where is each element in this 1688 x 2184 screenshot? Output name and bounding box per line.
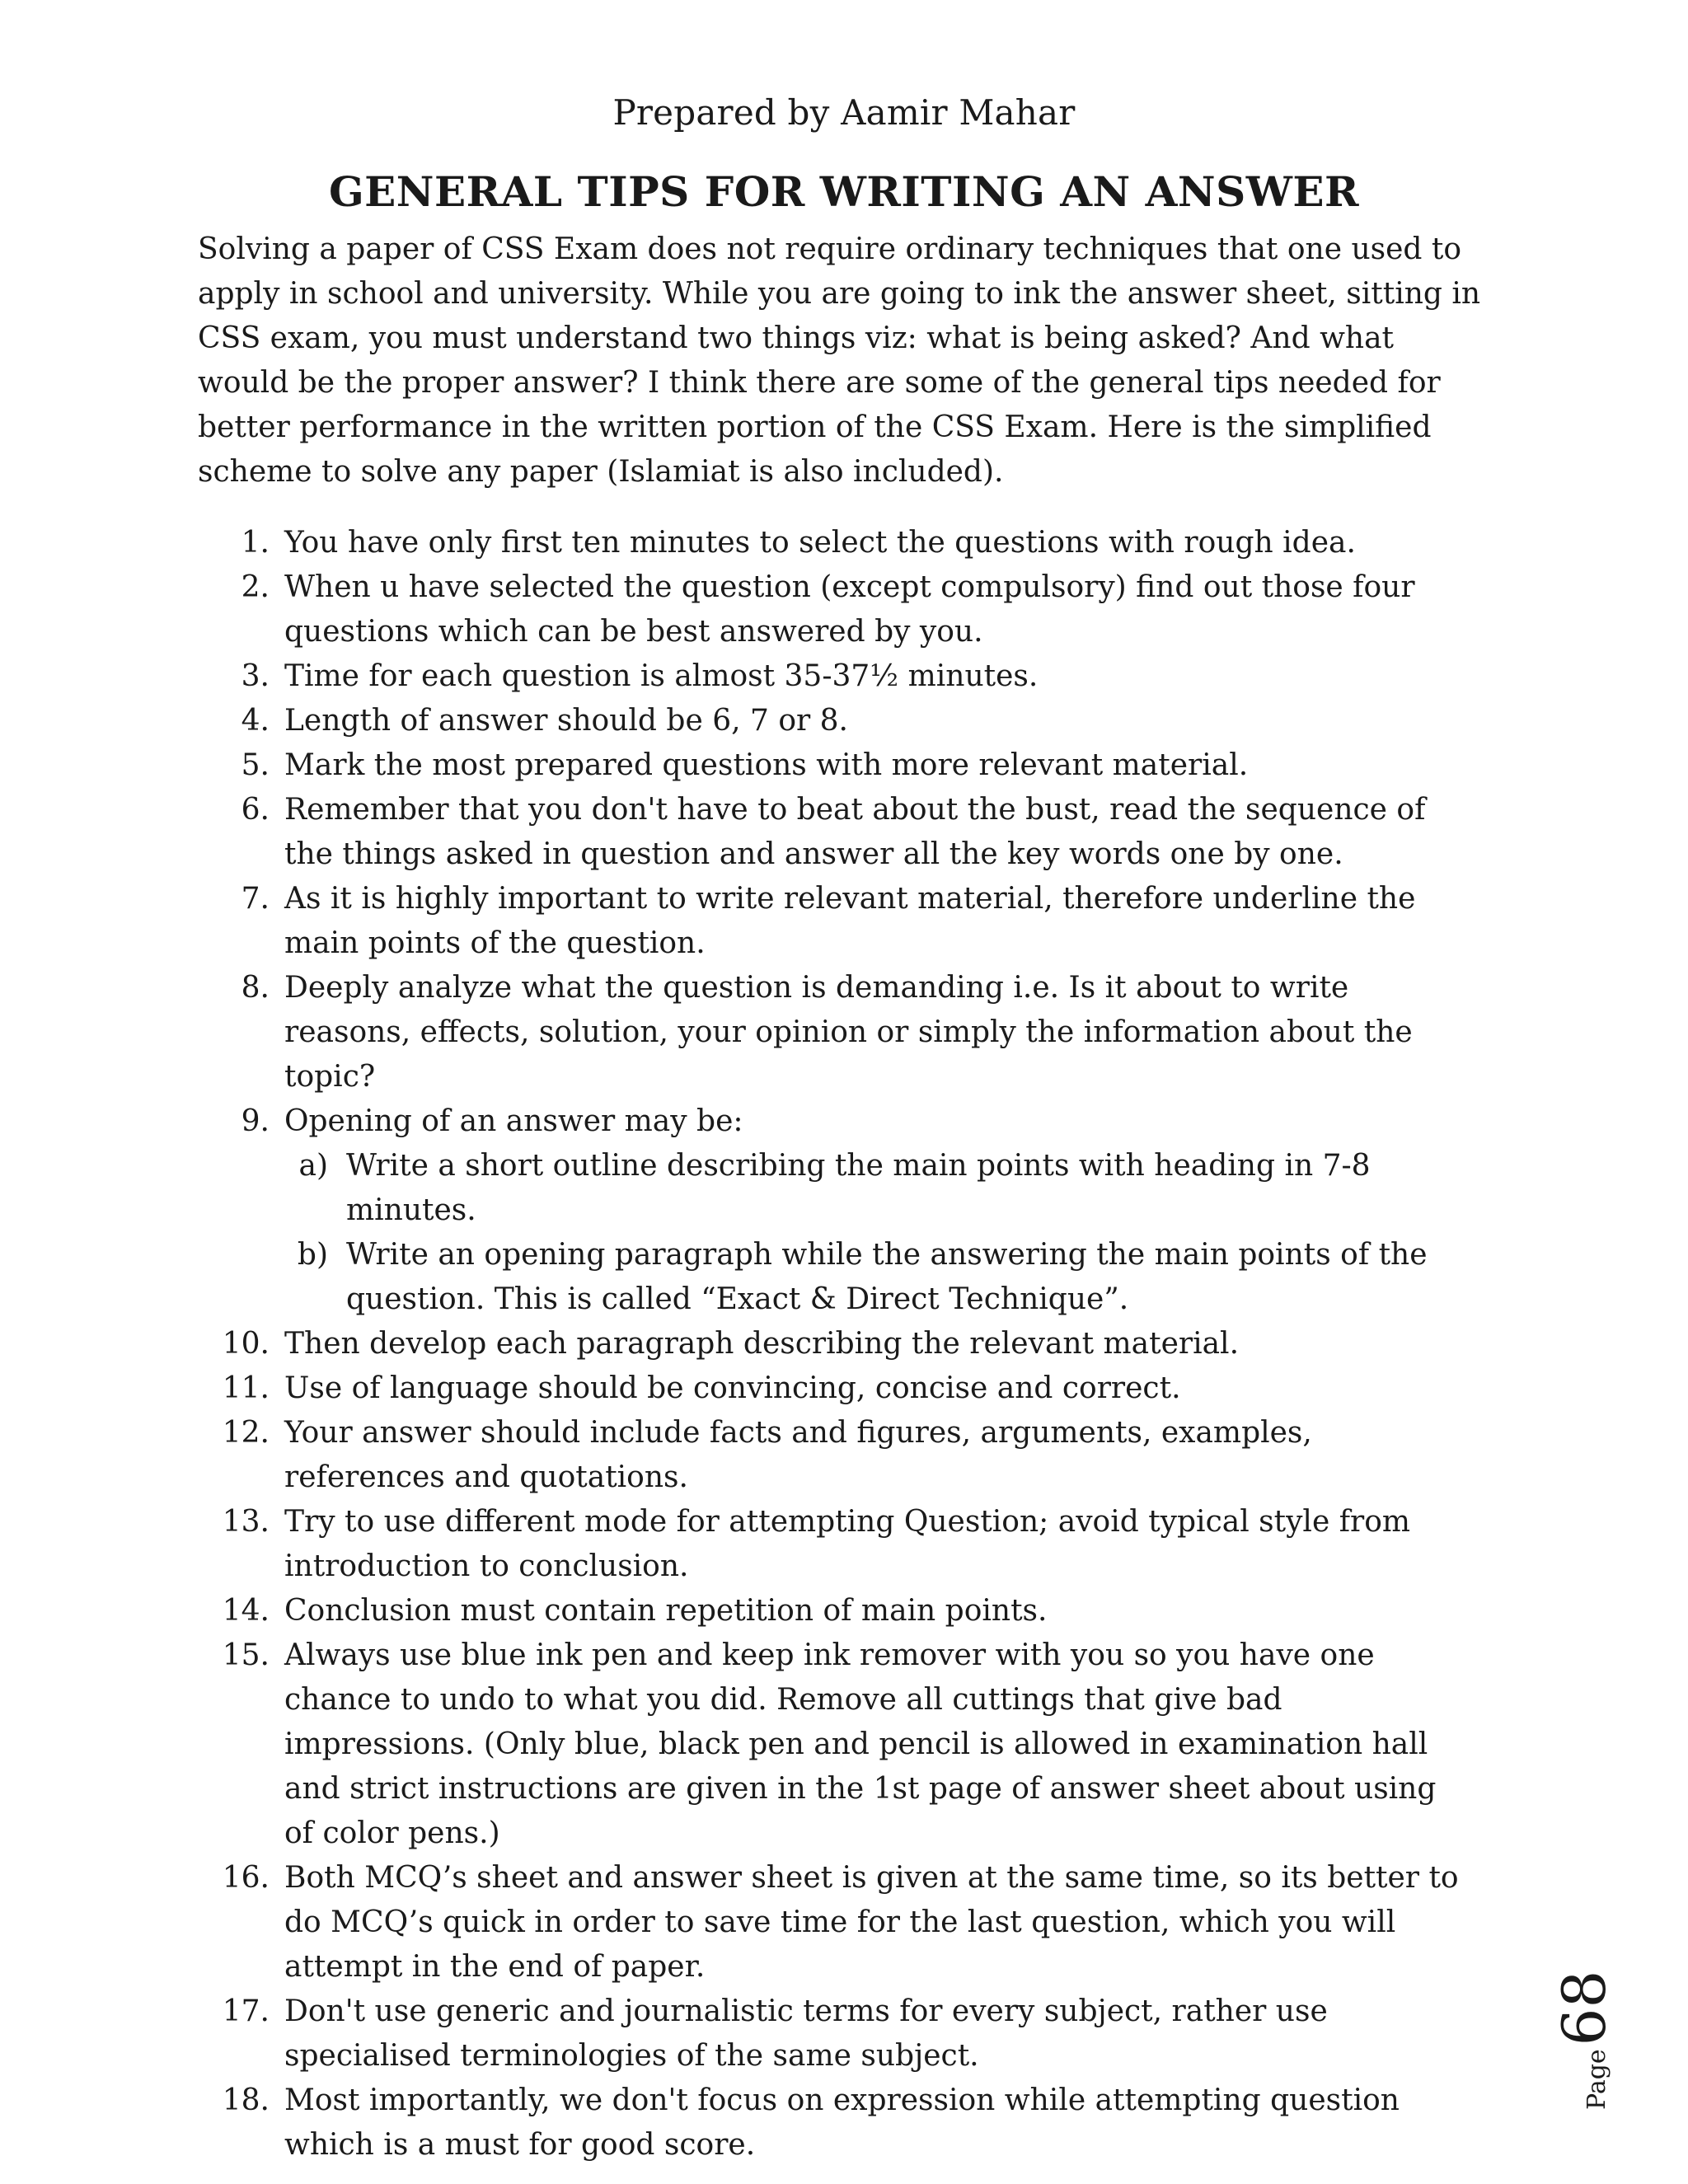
sub-list-container — [0, 1144, 1688, 1322]
list-item — [0, 654, 1688, 699]
list-item-text: Use of language should be convincing, concise and correct. — [284, 1371, 1181, 1405]
list-item-text: Your answer should include facts and figures, arguments, examples, references and quotations. — [284, 1416, 1312, 1494]
list-item — [0, 2079, 1688, 2168]
list-item — [0, 1589, 1688, 1633]
page-label: Page — [1582, 2049, 1611, 2110]
list-item-number: 3. — [241, 659, 270, 693]
list-item-number: 15. — [222, 1638, 270, 1672]
list-item — [0, 521, 1688, 565]
list-item-number: 13. — [222, 1505, 270, 1539]
list-item-text: Don't use generic and journalistic terms for every subject, rather use specialised terminologies of the same subject. — [284, 1994, 1328, 2073]
sub-list — [0, 1144, 1688, 1322]
sub-list-item — [0, 1233, 1688, 1322]
list-item-text: Opening of an answer may be: — [284, 1104, 743, 1138]
list-item — [0, 699, 1688, 743]
sub-list-item-text: Write an opening paragraph while the answering the main points of the question. This is called “Exact & Direct Technique”. — [346, 1238, 1428, 1316]
list-item-number: 4. — [241, 704, 270, 738]
list-item — [0, 1411, 1688, 1500]
list-item — [0, 1099, 1688, 1144]
list-item-text: Time for each question is almost 35-37½ minutes. — [284, 659, 1039, 693]
list-item — [0, 1322, 1688, 1366]
sub-list-item — [0, 1144, 1688, 1233]
list-item-number: 9. — [241, 1104, 270, 1138]
list-item-number: 1. — [241, 526, 270, 560]
list-item-number: 5. — [241, 748, 270, 782]
list-item-text: When u have selected the question (except compulsory) find out those four questions which can be best answered by you. — [284, 570, 1415, 649]
list-item-number: 14. — [222, 1594, 270, 1628]
list-item-text: Deeply analyze what the question is demanding i.e. Is it about to write reasons, effects, solution, your opinion or simply the information about the topic? — [284, 971, 1413, 1094]
list-item-number: 18. — [222, 2083, 270, 2117]
list-item-number: 16. — [222, 1861, 270, 1895]
list-item-text: As it is highly important to write relevant material, therefore underline the main points of the question. — [284, 882, 1416, 960]
page-number: 68 — [1550, 1970, 1619, 2046]
list-item-text: Length of answer should be 6, 7 or 8. — [284, 704, 848, 738]
page-title: GENERAL TIPS FOR WRITING AN ANSWER — [328, 167, 1360, 216]
list-item — [0, 1500, 1688, 1589]
list-item-number: 2. — [241, 570, 270, 604]
sub-list-item-letter: a) — [298, 1149, 328, 1183]
list-item-number: 7. — [241, 882, 270, 916]
list-item — [0, 1856, 1688, 1990]
list-item — [0, 966, 1688, 1099]
prepared-by-header: Prepared by Aamir Mahar — [612, 92, 1076, 133]
sub-list-item-text: Write a short outline describing the main points with heading in 7-8 minutes. — [346, 1149, 1371, 1227]
list-item — [0, 1633, 1688, 1856]
sub-list-item-letter: b) — [297, 1238, 328, 1272]
page-number-rotated — [1550, 1971, 1619, 2110]
list-item — [0, 565, 1688, 654]
list-item-number: 11. — [222, 1371, 270, 1405]
list-item-text: Always use blue ink pen and keep ink remover with you so you have one chance to undo to what you did. Remove all cuttings that give bad impressions. (Only blue, black pen and pencil is allowed in examination hall and strict instructions are given in the 1st page of answer sheet about using of color pens.) — [284, 1638, 1437, 1850]
list-item-text: Both MCQ’s sheet and answer sheet is given at the same time, so its better to do MCQ’s quick in order to save time for the last question, which you will attempt in the end of paper. — [284, 1861, 1459, 1984]
list-item-text: Most importantly, we don't focus on expression while attempting question which is a must for good score. — [284, 2083, 1400, 2162]
page-number-marker — [1550, 1945, 1624, 2110]
list-item-text: Try to use different mode for attempting Question; avoid typical style from introduction to conclusion. — [284, 1505, 1411, 1583]
list-item-text: Mark the most prepared questions with more relevant material. — [284, 748, 1249, 782]
list-item-number: 10. — [222, 1327, 270, 1361]
list-item-number: 12. — [222, 1416, 270, 1450]
list-item-text: You have only first ten minutes to select the questions with rough idea. — [284, 526, 1356, 560]
intro-paragraph: Solving a paper of CSS Exam does not require ordinary techniques that one used to apply in school and university. While you are going to ink the answer sheet, sitting in CSS exam, you must understand two things viz: what is being asked? And what would be the proper answer? I think there are some of the general tips needed for better performance in the written portion of the CSS Exam. Here is the simplified scheme to solve any paper (Islamiat is also included). — [198, 232, 1481, 489]
tips-list — [0, 521, 1688, 2168]
list-item — [0, 1366, 1688, 1411]
list-item-text: Remember that you don't have to beat about the bust, read the sequence of the things asked in question and answer all the key words one by one. — [284, 793, 1426, 871]
list-item — [0, 743, 1688, 788]
list-item — [0, 877, 1688, 966]
list-item-number: 8. — [241, 971, 270, 1005]
list-item-text: Then develop each paragraph describing the relevant material. — [284, 1327, 1240, 1361]
list-item-number: 6. — [241, 793, 270, 827]
list-item-text: Conclusion must contain repetition of main points. — [284, 1594, 1048, 1628]
list-item — [0, 1990, 1688, 2079]
list-item-number: 17. — [222, 1994, 270, 2028]
list-item — [0, 788, 1688, 877]
